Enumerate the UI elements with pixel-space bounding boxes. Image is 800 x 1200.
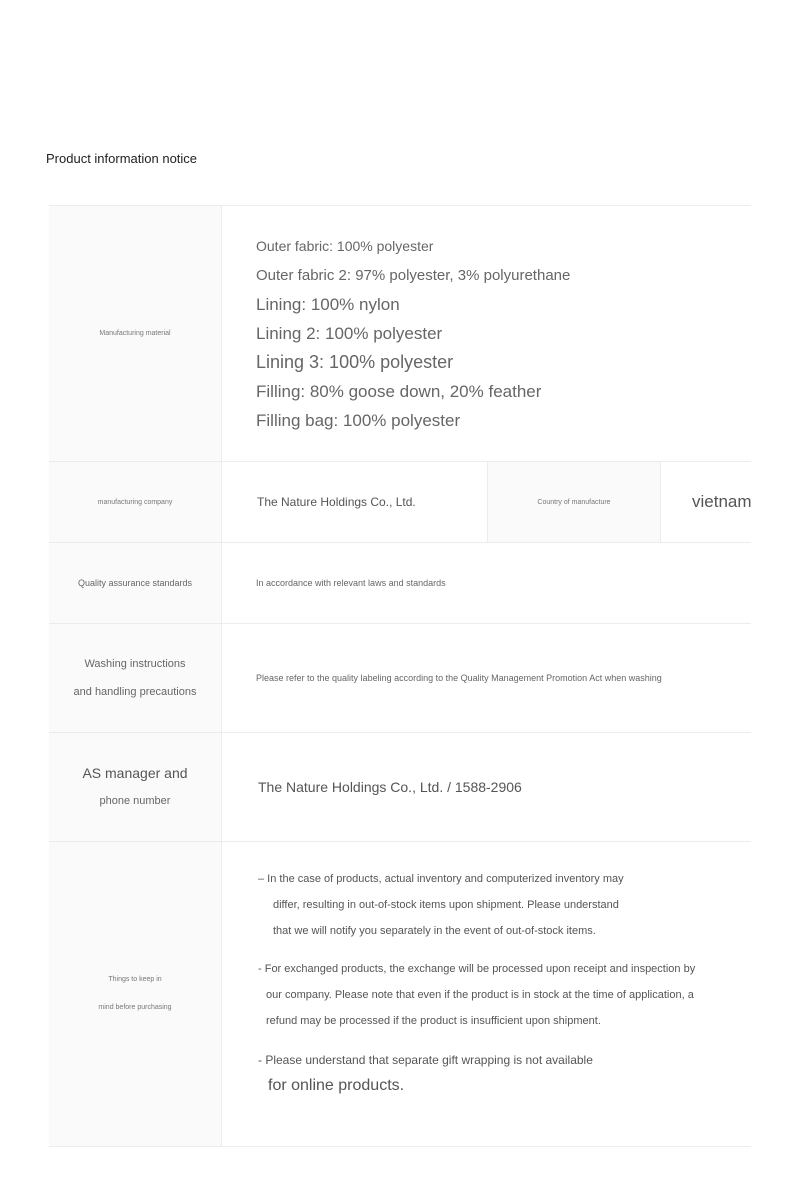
company-split [222,462,752,542]
page-title: Product information notice [46,151,198,166]
washing-label-line-2: and handling precautions [73,686,197,698]
quality-label-cell [49,543,222,623]
table-row-notes [49,841,751,1147]
note-gift-wrap-line-1: - Please understand that separate gift wrapping is not available [258,1053,593,1067]
material-line-5: Lining 3: 100% polyester [256,352,454,372]
notes-value-cell [222,842,751,1146]
quality-value-cell [222,543,751,623]
material-value-cell [222,206,751,461]
material-line-6: Filling: 80% goose down, 20% feather [256,382,542,401]
material-label-cell [49,206,222,461]
product-info-table [49,205,751,1147]
material-line-3: Lining: 100% nylon [256,295,400,314]
country-label: Country of manufacture [537,498,611,506]
as-manager-value: The Nature Holdings Co., Ltd. / 1588-2906 [258,779,522,795]
company-label: manufacturing company [97,498,173,506]
washing-label-line-1: Washing instructions [84,658,186,670]
note-exchange-line-2: our company. Please note that even if the product is in stock at the time of application, a [266,989,694,1001]
note-exchange-line-1: - For exchanged products, the exchange will be processed upon receipt and inspection by [258,963,696,975]
washing-value: Please refer to the quality labeling according to the Quality Management Promotion Act when washing [256,673,662,683]
washing-label-cell [49,624,222,732]
note-inventory-line-1: – In the case of products, actual inventory and computerized inventory may [258,873,624,885]
as-manager-label-cell [49,733,222,841]
company-label-cell [49,462,222,542]
washing-value-cell [222,624,751,732]
quality-label: Quality assurance standards [77,578,193,588]
as-manager-value-cell [222,733,751,841]
table-row-washing [49,623,751,732]
material-line-2: Outer fabric 2: 97% polyester, 3% polyurethane [256,267,571,284]
note-inventory-line-3: that we will notify you separately in the event of out-of-stock items. [273,925,596,937]
note-inventory [258,866,751,944]
as-manager-label-line-2: phone number [99,795,171,807]
notes-label-line-2: mind before purchasing [98,1004,172,1011]
quality-value: In accordance with relevant laws and standards [256,578,446,588]
note-exchange-line-3: refund may be processed if the product is insufficient upon shipment. [266,1015,601,1027]
material-label: Manufacturing material [99,330,171,337]
table-row-quality [49,542,751,623]
company-value: The Nature Holdings Co., Ltd. [222,462,488,542]
country-label-cell [488,462,661,542]
note-gift-wrap-line-2: for online products. [268,1077,405,1094]
notes-label-cell [49,842,222,1146]
country-value: vietnam [692,492,752,511]
material-line-4: Lining 2: 100% polyester [256,324,443,343]
notes-label-line-1: Things to keep in [108,976,162,983]
material-line-7: Filling bag: 100% polyester [256,411,461,430]
note-exchange [258,956,751,1034]
table-row-as-manager [49,732,751,841]
material-line-1: Outer fabric: 100% polyester [256,238,434,254]
note-inventory-line-2: differ, resulting in out-of-stock items upon shipment. Please understand [273,899,619,911]
table-row-material [49,205,751,461]
note-gift-wrap [258,1047,751,1099]
as-manager-label-line-1: AS manager and [82,765,188,781]
table-row-company [49,461,751,542]
